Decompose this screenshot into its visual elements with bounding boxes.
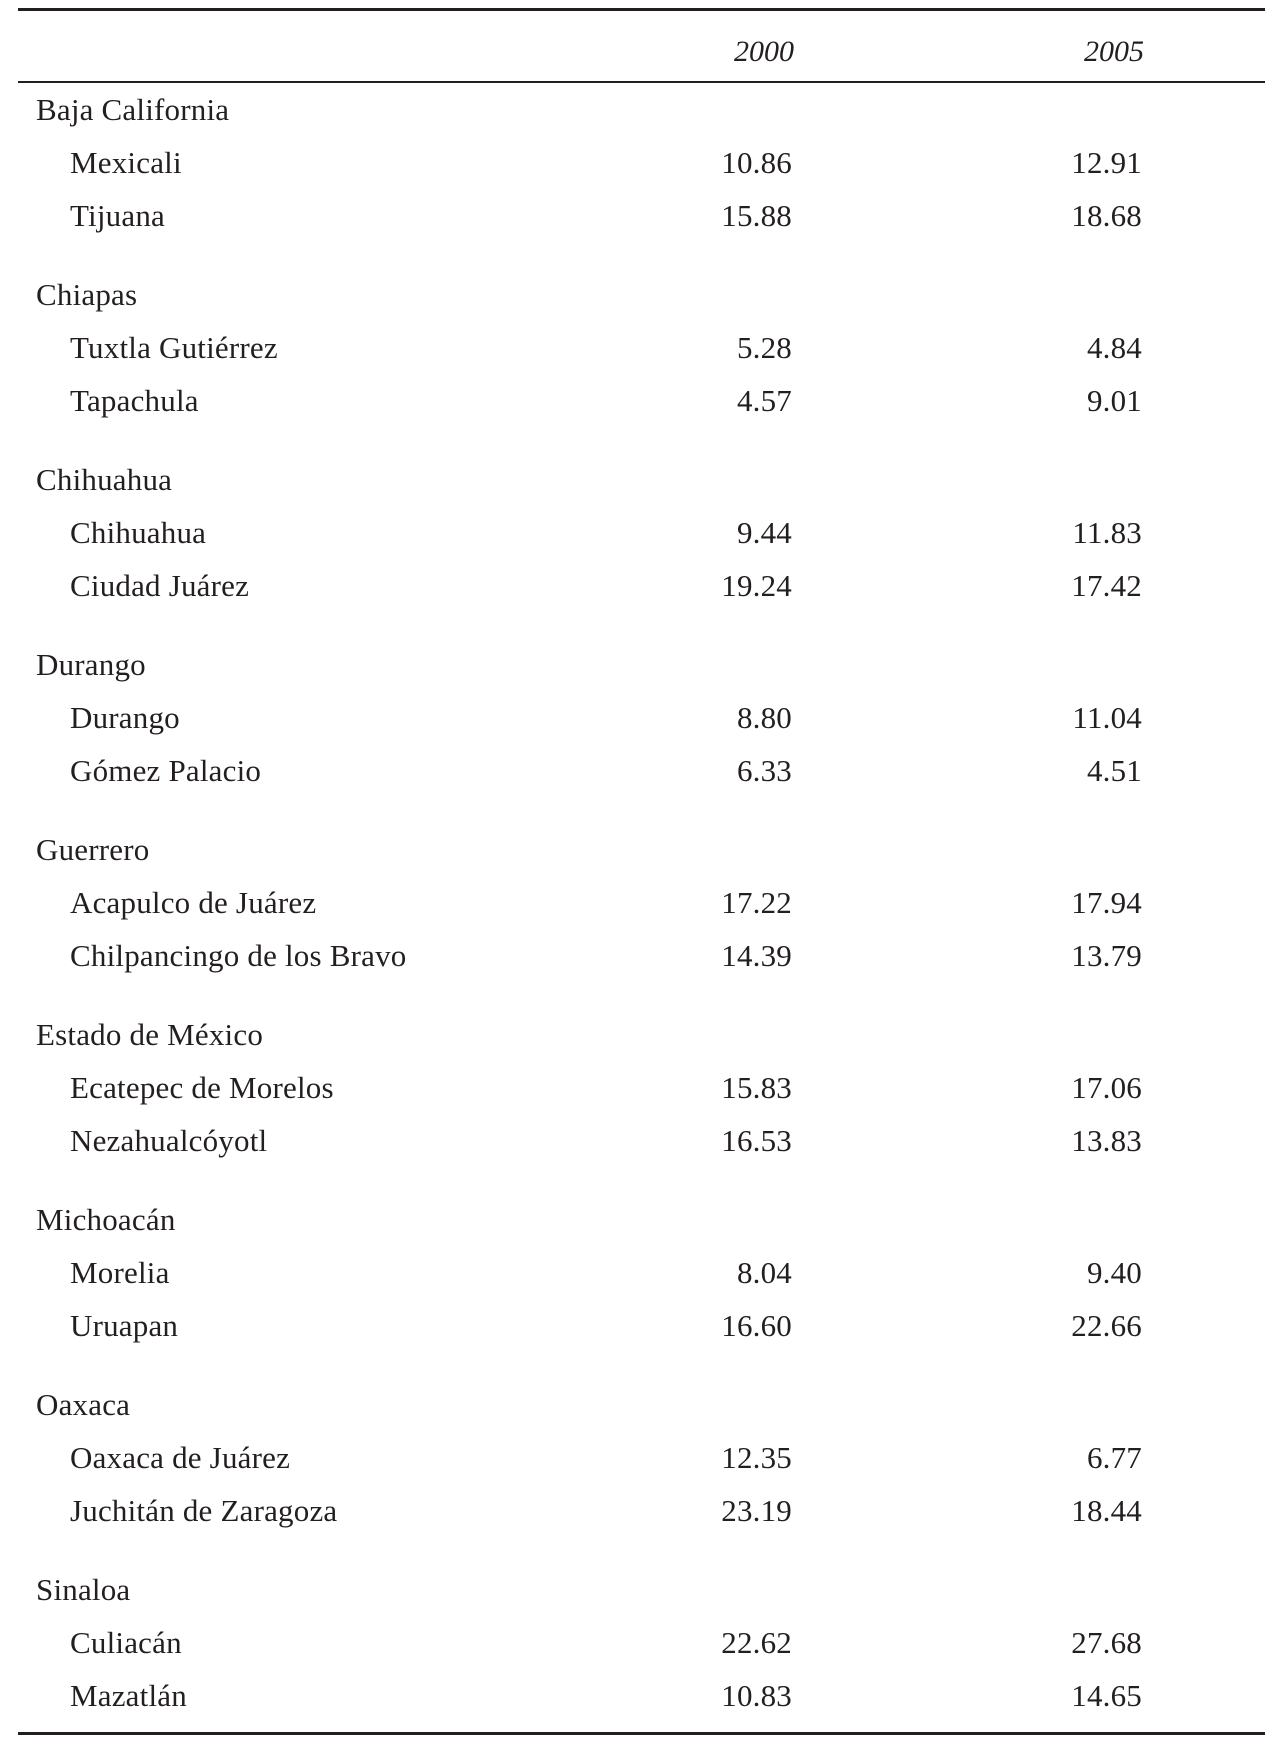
city-name: Ciudad Juárez [70, 568, 250, 603]
value-2005: 18.44 [1071, 1493, 1142, 1528]
value-2005: 17.94 [1071, 885, 1142, 920]
state-name: Chihuahua [36, 462, 173, 497]
city-name: Chilpancingo de los Bravo [70, 938, 407, 973]
table-row [18, 1431, 1265, 1484]
value-2000: 14.39 [721, 938, 792, 973]
state-name: Durango [36, 647, 146, 682]
state-group [18, 83, 1265, 242]
table-row [18, 691, 1265, 744]
value-2005: 9.01 [1086, 383, 1142, 418]
value-2000: 22.62 [721, 1625, 792, 1660]
value-2000: 5.28 [736, 330, 792, 365]
table-body [18, 83, 1265, 1722]
state-name: Estado de México [36, 1017, 264, 1052]
table-row [18, 1616, 1265, 1669]
table-row [18, 744, 1265, 797]
city-name: Mazatlán [70, 1678, 187, 1713]
value-2000: 9.44 [736, 515, 792, 550]
value-2000: 15.83 [721, 1070, 792, 1105]
column-header-2005: 2005 [1084, 35, 1144, 68]
city-name: Tapachula [70, 383, 199, 418]
value-2000: 15.88 [721, 198, 792, 233]
value-2005: 4.84 [1086, 330, 1142, 365]
table-row [18, 321, 1265, 374]
state-group [18, 638, 1265, 797]
table-row [18, 1246, 1265, 1299]
column-header-2000: 2000 [734, 35, 794, 68]
city-name: Tijuana [70, 198, 165, 233]
value-2000: 16.60 [721, 1308, 792, 1343]
value-2000: 10.86 [721, 145, 792, 180]
city-name: Durango [70, 700, 180, 735]
value-2005: 18.68 [1071, 198, 1142, 233]
city-name: Uruapan [70, 1308, 179, 1343]
table-row [18, 876, 1265, 929]
city-name: Ecatepec de Morelos [70, 1070, 334, 1105]
table-row [18, 136, 1265, 189]
table-row [18, 1484, 1265, 1537]
city-name: Chihuahua [70, 515, 207, 550]
value-2000: 8.04 [736, 1255, 792, 1290]
city-name: Culiacán [70, 1625, 182, 1660]
state-group [18, 1563, 1265, 1722]
value-2005: 6.77 [1086, 1440, 1142, 1475]
bottom-rule [18, 1732, 1265, 1735]
value-2000: 19.24 [721, 568, 792, 603]
city-name: Gómez Palacio [70, 753, 262, 788]
value-2000: 6.33 [736, 753, 792, 788]
table-row [18, 189, 1265, 242]
value-2000: 4.57 [736, 383, 792, 418]
table-row [18, 559, 1265, 612]
value-2000: 8.80 [736, 700, 792, 735]
value-2000: 16.53 [721, 1123, 792, 1158]
state-name: Sinaloa [36, 1572, 131, 1607]
table-row [18, 929, 1265, 982]
table-row [18, 1669, 1265, 1722]
state-group [18, 1378, 1265, 1537]
value-2005: 11.04 [1072, 700, 1142, 735]
state-name: Michoacán [36, 1202, 176, 1237]
value-2005: 17.06 [1071, 1070, 1142, 1105]
data-table [18, 8, 1265, 1735]
value-2000: 17.22 [721, 885, 792, 920]
value-2000: 23.19 [721, 1493, 792, 1528]
table-row [18, 1114, 1265, 1167]
state-name: Chiapas [36, 277, 138, 312]
city-name: Acapulco de Juárez [70, 885, 317, 920]
state-group [18, 453, 1265, 612]
table-row [18, 506, 1265, 559]
table-row [18, 1299, 1265, 1352]
table-row [18, 1061, 1265, 1114]
value-2000: 10.83 [721, 1678, 792, 1713]
city-name: Mexicali [70, 145, 182, 180]
state-group [18, 1008, 1265, 1167]
value-2000: 12.35 [721, 1440, 792, 1475]
value-2005: 17.42 [1071, 568, 1142, 603]
value-2005: 11.83 [1072, 515, 1142, 550]
value-2005: 13.83 [1071, 1123, 1142, 1158]
value-2005: 12.91 [1071, 145, 1142, 180]
city-name: Morelia [70, 1255, 170, 1290]
state-group [18, 823, 1265, 982]
city-name: Nezahualcóyotl [70, 1123, 268, 1158]
value-2005: 22.66 [1071, 1308, 1142, 1343]
city-name: Juchitán de Zaragoza [70, 1493, 338, 1528]
value-2005: 14.65 [1071, 1678, 1142, 1713]
state-name: Guerrero [36, 832, 150, 867]
city-name: Oaxaca de Juárez [70, 1440, 291, 1475]
table-header [18, 11, 1265, 83]
value-2005: 4.51 [1086, 753, 1142, 788]
state-name: Baja California [36, 92, 230, 127]
value-2005: 13.79 [1071, 938, 1142, 973]
table-row [18, 374, 1265, 427]
value-2005: 9.40 [1086, 1255, 1142, 1290]
value-2005: 27.68 [1071, 1625, 1142, 1660]
state-group [18, 268, 1265, 427]
state-group [18, 1193, 1265, 1352]
city-name: Tuxtla Gutiérrez [70, 330, 278, 365]
state-name: Oaxaca [36, 1387, 131, 1422]
